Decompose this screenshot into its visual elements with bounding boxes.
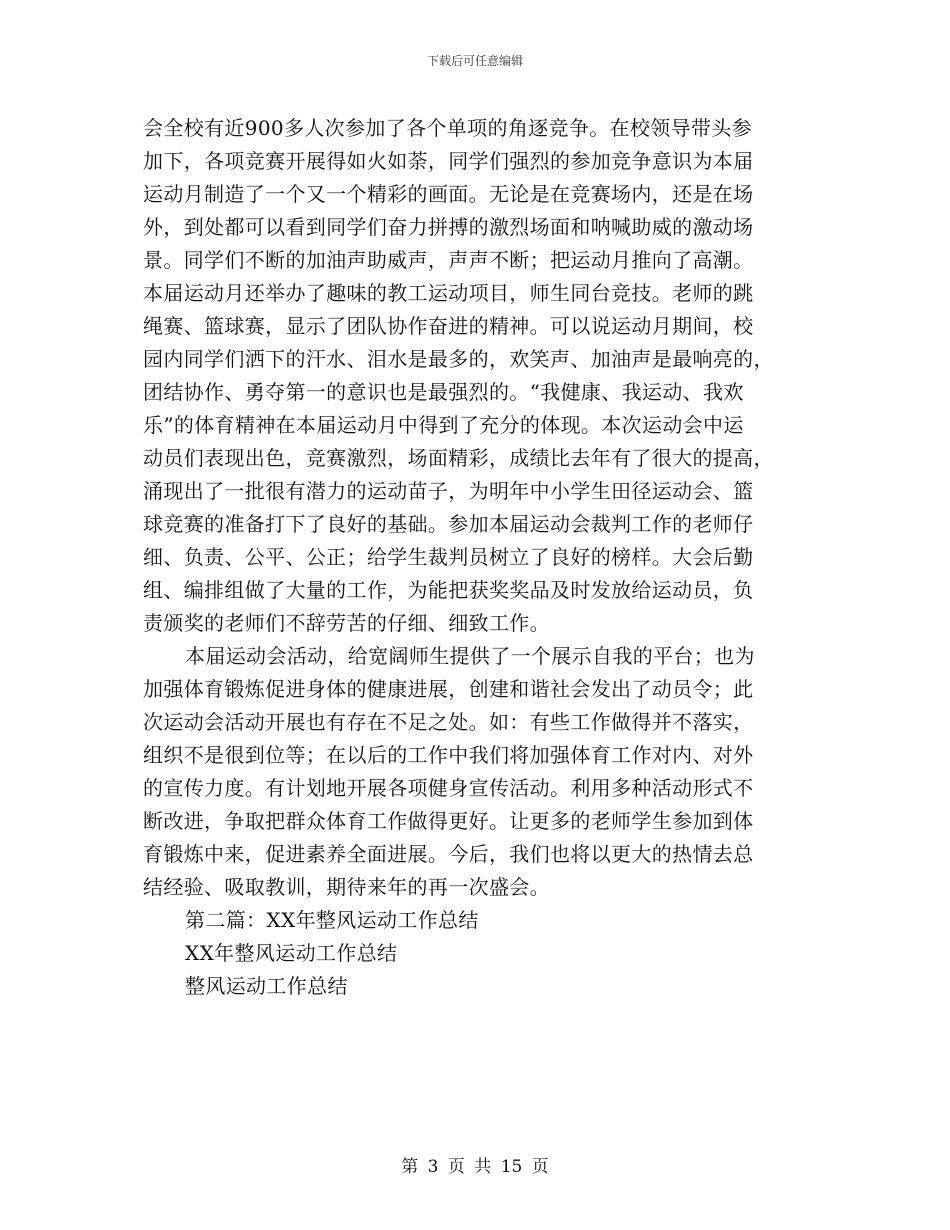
- page-number: 第 3 页 共 15 页: [401, 1157, 549, 1177]
- text-line: 动员们表现出色，竞赛激烈，场面精彩，成绩比去年有了很大的提高，: [143, 446, 774, 470]
- header-note: 下载后可任意编辑: [426, 54, 523, 68]
- text-line: 团结协作、勇夺第一的意识也是最强烈的。“我健康、我运动、我欢: [143, 380, 744, 404]
- text-line: 运动月制造了一个又一个精彩的画面。无论是在竞赛场内，还是在场: [143, 182, 754, 206]
- text-line: 乐”的体育精神在本届运动月中得到了充分的体现。本次运动会中运: [143, 413, 744, 437]
- text-line: 的宣传力度。有计划地开展各项健身宣传活动。利用多种活动形式不: [143, 776, 754, 800]
- text-line: 绳赛、篮球赛，显示了团队协作奋进的精神。可以说运动月期间，校: [143, 314, 754, 338]
- section-heading: 第二篇：XX年整风运动工作总结: [185, 908, 479, 932]
- text-line: 本届运动月还举办了趣味的教工运动项目，师生同台竞技。老师的跳: [143, 281, 754, 305]
- text-line: 结经验、吸取教训，期待来年的再一次盛会。: [143, 875, 550, 899]
- text-line: 组、编排组做了大量的工作，为能把获奖奖品及时发放给运动员，负: [143, 578, 754, 602]
- document-body: [143, 112, 813, 1003]
- text-line: 园内同学们洒下的汗水、泪水是最多的，欢笑声、加油声是最响亮的，: [143, 347, 774, 371]
- text-line: 育锻炼中来，促进素养全面进展。今后，我们也将以更大的热情去总: [143, 842, 754, 866]
- text-line: 涌现出了一批很有潜力的运动苗子，为明年中小学生田径运动会、篮: [143, 479, 754, 503]
- subheading: 整风运动工作总结: [185, 974, 348, 998]
- text-line: 外，到处都可以看到同学们奋力拼搏的激烈场面和呐喊助威的激动场: [143, 215, 754, 239]
- text-line: 断改进，争取把群众体育工作做得更好。让更多的老师学生参加到体: [143, 809, 754, 833]
- text-line: 次运动会活动开展也有存在不足之处。如：有些工作做得并不落实，: [143, 710, 754, 734]
- paragraph-start-line: 本届运动会活动，给宽阔师生提供了一个展示自我的平台；也为: [185, 644, 755, 668]
- text-line: 会全校有近900多人次参加了各个单项的角逐竞争。在校领导带头参: [143, 116, 753, 140]
- text-line: 球竞赛的准备打下了良好的基础。参加本届运动会裁判工作的老师仔: [143, 512, 754, 536]
- text-line: 组织不是很到位等；在以后的工作中我们将加强体育工作对内、对外: [143, 743, 754, 767]
- text-line: 加强体育锻炼促进身体的健康进展，创建和谐社会发出了动员令；此: [143, 677, 754, 701]
- subheading: XX年整风运动工作总结: [185, 941, 398, 965]
- text-line: 景。同学们不断的加油声助威声，声声不断；把运动月推向了高潮。: [143, 248, 754, 272]
- text-line: 细、负责、公平、公正；给学生裁判员树立了良好的榜样。大会后勤: [143, 545, 754, 569]
- text-line: 加下，各项竞赛开展得如火如荼，同学们强烈的参加竞争意识为本届: [143, 149, 754, 173]
- text-line: 责颁奖的老师们不辞劳苦的仔细、细致工作。: [143, 611, 550, 635]
